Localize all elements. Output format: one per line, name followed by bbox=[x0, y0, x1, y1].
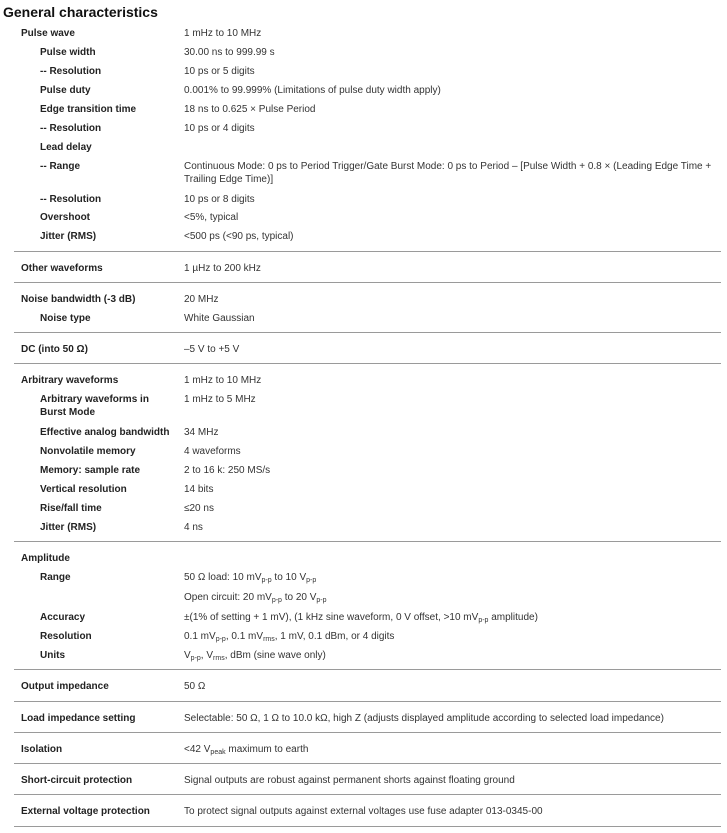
spec-label: Units bbox=[40, 650, 65, 661]
spec-value: 2 to 16 k: 250 MS/s bbox=[184, 465, 271, 476]
row-divider bbox=[14, 251, 721, 252]
spec-value: <42 $V_{peak}$ maximum to earth bbox=[184, 744, 309, 756]
row-divider bbox=[14, 669, 721, 670]
spec-value: 1 µHz to 200 kHz bbox=[184, 263, 261, 274]
spec-label: Lead delay bbox=[40, 142, 92, 153]
spec-label: Jitter (RMS) bbox=[40, 522, 97, 533]
spec-label: Arbitrary waveforms bbox=[21, 375, 119, 386]
spec-label: Pulse width bbox=[40, 47, 96, 58]
row-divider bbox=[14, 763, 721, 764]
row-divider bbox=[14, 363, 721, 364]
spec-label: Accuracy bbox=[40, 612, 86, 623]
spec-value: 1 mHz to 5 MHz bbox=[184, 394, 256, 405]
spec-value: 0.001% to 99.999% (Limitations of pulse duty width apply) bbox=[184, 85, 441, 96]
row-divider bbox=[14, 826, 721, 827]
spec-label: Isolation bbox=[21, 744, 63, 755]
spec-label: Jitter (RMS) bbox=[40, 231, 97, 242]
row-divider bbox=[14, 732, 721, 733]
spec-label: Memory: sample rate bbox=[40, 465, 141, 476]
spec-label: -- Range bbox=[40, 161, 80, 172]
spec-value: <500 ps (<90 ps, typical) bbox=[184, 231, 294, 242]
spec-label: Amplitude bbox=[21, 553, 70, 564]
spec-label: External voltage protection bbox=[21, 806, 150, 817]
spec-label: Edge transition time bbox=[40, 104, 137, 115]
spec-label: Pulse duty bbox=[40, 85, 91, 96]
row-divider bbox=[14, 282, 721, 283]
row-divider bbox=[14, 332, 721, 333]
spec-label: Vertical resolution bbox=[40, 484, 127, 495]
spec-value: 1 mHz to 10 MHz bbox=[184, 375, 262, 386]
spec-label: Nonvolatile memory bbox=[40, 446, 136, 457]
spec-value: 1 mHz to 10 MHz bbox=[184, 28, 262, 39]
spec-label: Load impedance setting bbox=[21, 713, 136, 724]
spec-value: Open circuit: 20 $mV_{p-p}$ to 20 $V_{p-p}$ bbox=[184, 592, 327, 604]
spec-label: DC (into 50 Ω) bbox=[21, 344, 88, 355]
spec-value: $V_{p-p}$, $V_{rms}$, dBm (sine wave only) bbox=[184, 650, 326, 662]
spec-label: Overshoot bbox=[40, 212, 91, 223]
spec-label: Noise type bbox=[40, 313, 91, 324]
row-divider bbox=[14, 541, 721, 542]
spec-label: Noise bandwidth (-3 dB) bbox=[21, 294, 136, 305]
spec-value: –5 V to +5 V bbox=[184, 344, 240, 355]
section-title: General characteristics bbox=[3, 4, 158, 20]
spec-value: 20 MHz bbox=[184, 294, 219, 305]
spec-label: Effective analog bandwidth bbox=[40, 427, 170, 438]
spec-label: -- Resolution bbox=[40, 123, 102, 134]
spec-value: 18 ns to 0.625 × Pulse Period bbox=[184, 104, 316, 115]
spec-value: <5%, typical bbox=[184, 212, 239, 223]
spec-value: 30.00 ns to 999.99 s bbox=[184, 47, 275, 58]
row-divider bbox=[14, 794, 721, 795]
spec-value: 10 ps or 4 digits bbox=[184, 123, 255, 134]
spec-value: ±(1% of setting + 1 mV), (1 kHz sine waveform, 0 V offset, >10 $mV_{p-p}$ amplitude) bbox=[184, 612, 538, 624]
spec-value: 34 MHz bbox=[184, 427, 219, 438]
spec-label: Short-circuit protection bbox=[21, 775, 133, 786]
spec-value: 4 waveforms bbox=[184, 446, 241, 457]
spec-label: Resolution bbox=[40, 631, 92, 642]
spec-value: Signal outputs are robust against permanent shorts against floating ground bbox=[184, 775, 515, 786]
spec-label: Pulse wave bbox=[21, 28, 75, 39]
spec-label: Rise/fall time bbox=[40, 503, 102, 514]
row-divider bbox=[14, 701, 721, 702]
spec-value: White Gaussian bbox=[184, 313, 255, 324]
spec-value: ≤20 ns bbox=[184, 503, 214, 514]
spec-label: Arbitrary waveforms in Burst Mode bbox=[40, 394, 149, 418]
spec-value: 50 Ω load: 10 $mV_{p-p}$ to 10 $V_{p-p}$ bbox=[184, 572, 317, 584]
spec-label: Output impedance bbox=[21, 681, 109, 692]
spec-value: Continuous Mode: 0 ps to Period Trigger/Gate Burst Mode: 0 ps to Period – [Pulse Width + 0.8 × (Leading Edge Time + Trailing Edge Time)] bbox=[184, 161, 712, 185]
spec-value: 50 Ω bbox=[184, 681, 206, 692]
spec-value: 10 ps or 5 digits bbox=[184, 66, 255, 77]
spec-value: To protect signal outputs against external voltages use fuse adapter 013-0345-00 bbox=[184, 806, 543, 817]
spec-value: Selectable: 50 Ω, 1 Ω to 10.0 kΩ, high Z (adjusts displayed amplitude according to selected load impedance) bbox=[184, 713, 664, 724]
spec-label: -- Resolution bbox=[40, 194, 102, 205]
spec-value: 10 ps or 8 digits bbox=[184, 194, 255, 205]
spec-label: Other waveforms bbox=[21, 263, 103, 274]
spec-value: 14 bits bbox=[184, 484, 214, 495]
spec-value: 0.1 $mV_{p-p}$, 0.1 $mV_{rms}$, 1 mV, 0.1 dBm, or 4 digits bbox=[184, 631, 395, 643]
spec-value: 4 ns bbox=[184, 522, 203, 533]
spec-label: -- Resolution bbox=[40, 66, 102, 77]
spec-label: Range bbox=[40, 572, 71, 583]
